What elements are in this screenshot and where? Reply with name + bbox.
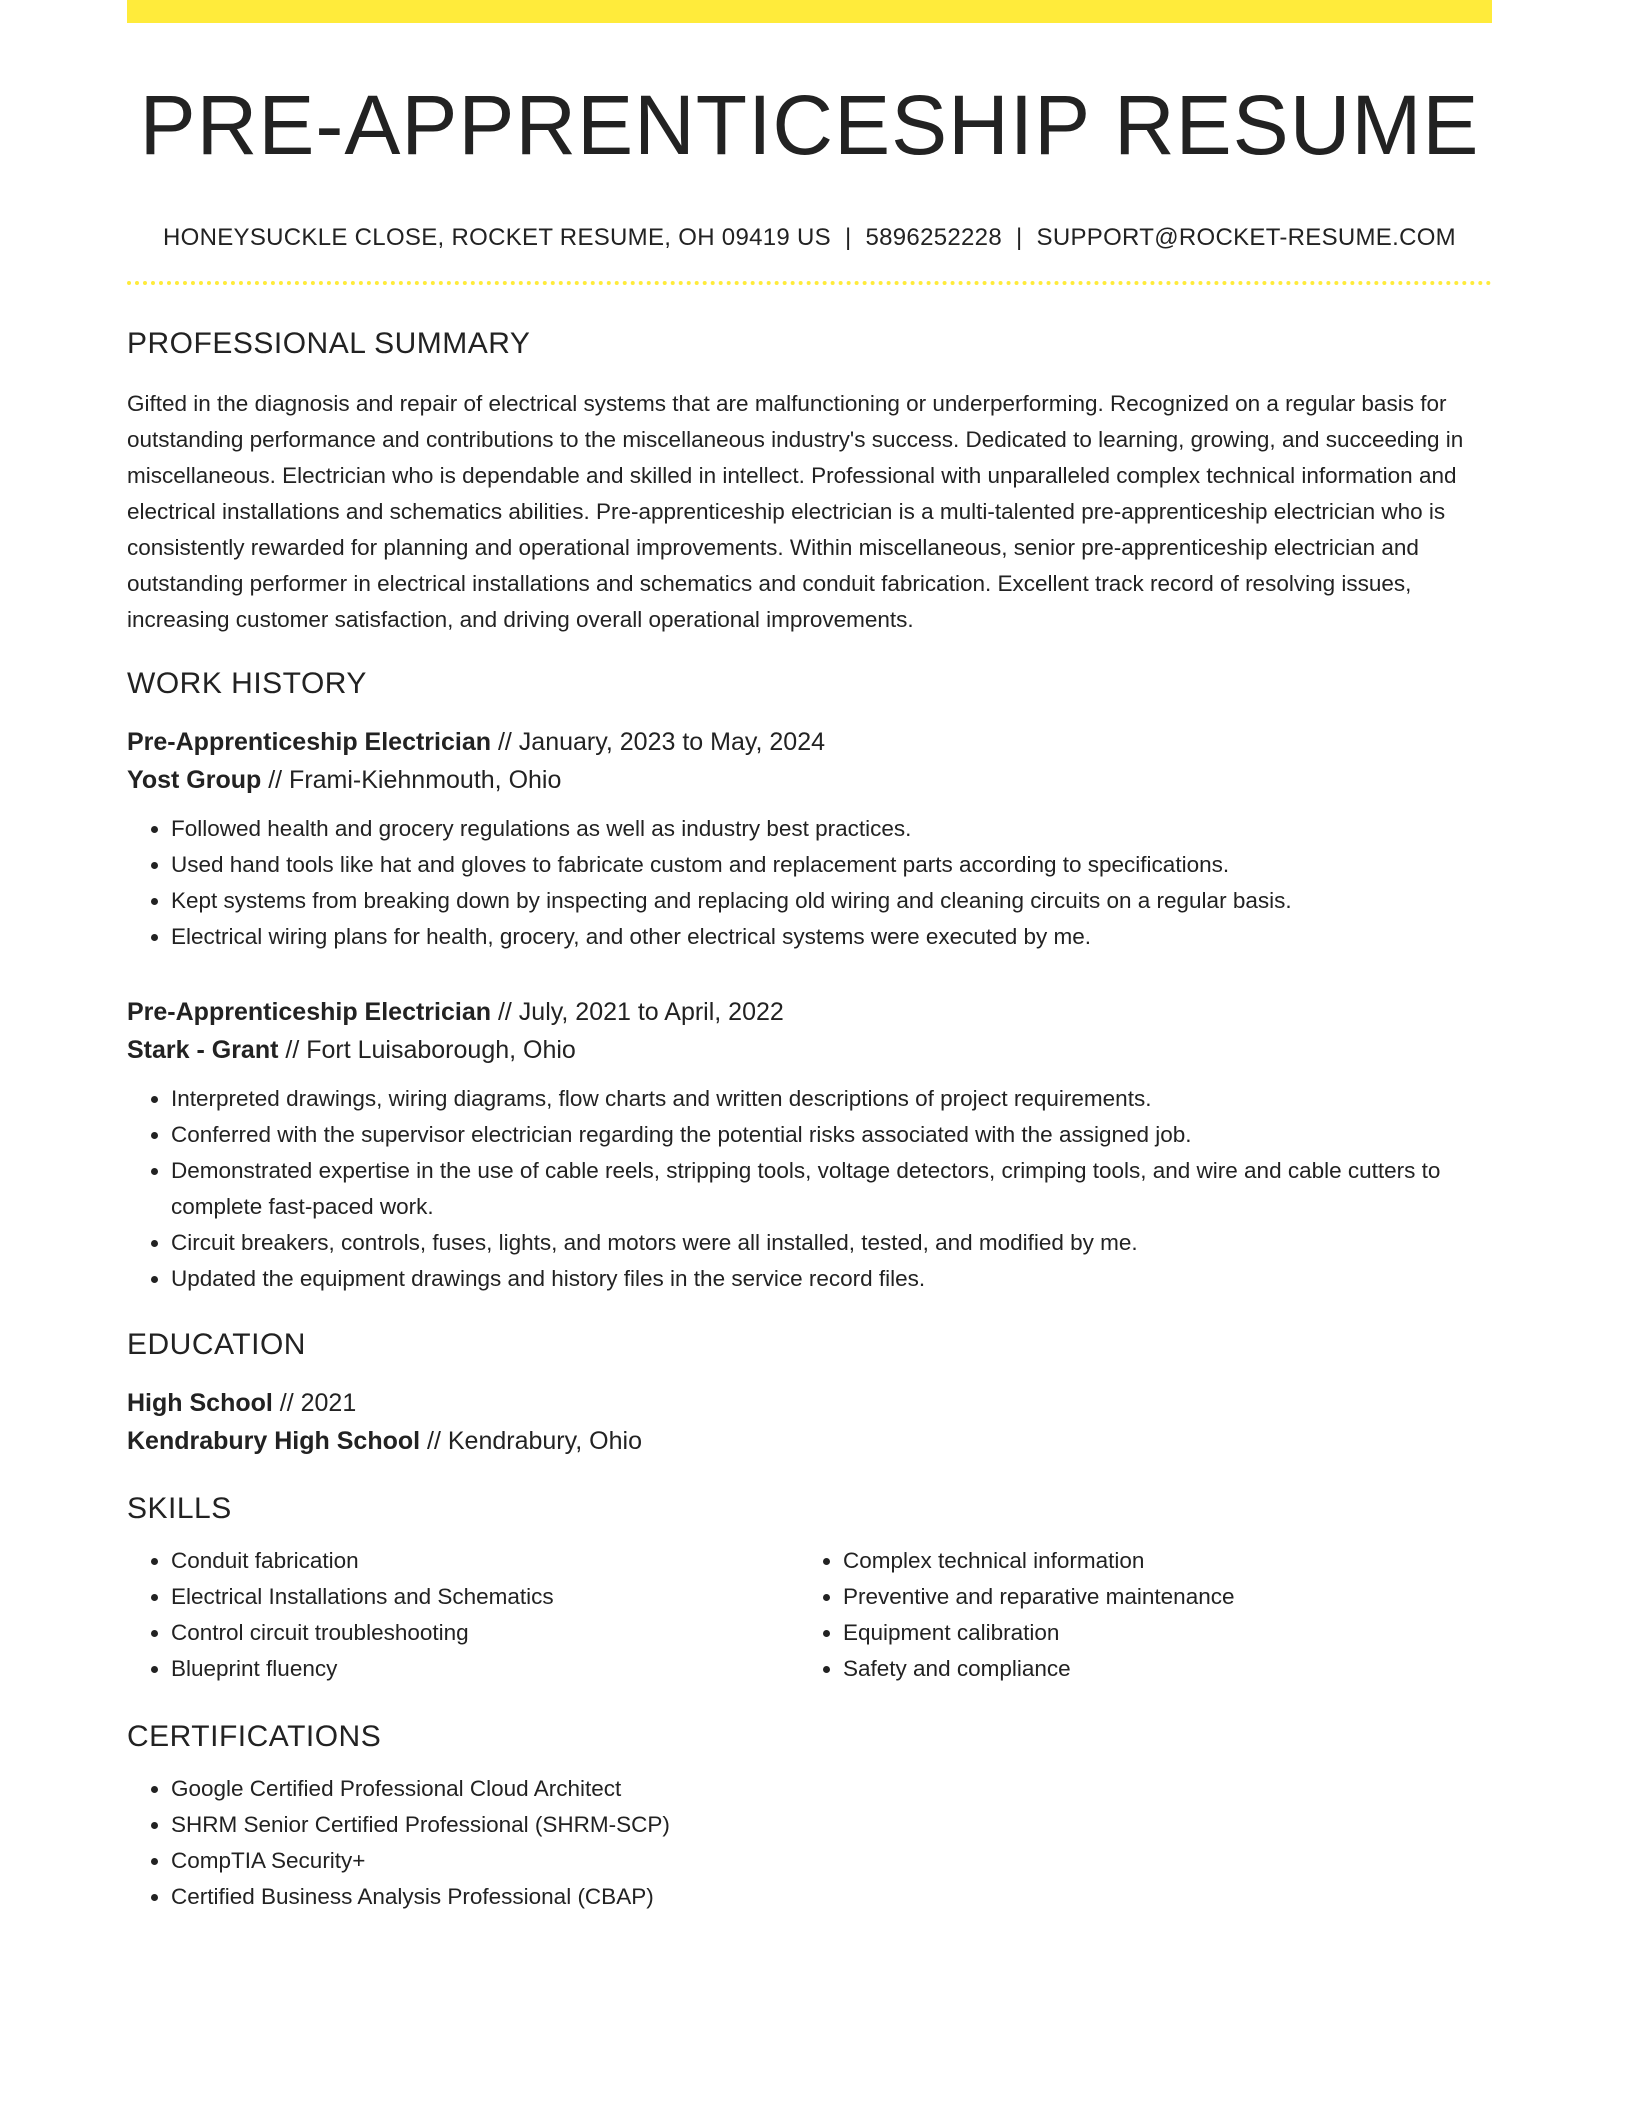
education-entry [127, 1384, 1492, 1460]
section-heading-skills: SKILLS [127, 1491, 232, 1525]
list-item: • Control circuit troubleshooting [171, 1615, 799, 1651]
job-bullets [127, 811, 1492, 955]
dotted-divider [127, 281, 1492, 285]
list-item: • Safety and compliance [843, 1651, 1471, 1687]
list-item: • Preventive and reparative maintenance [843, 1579, 1471, 1615]
list-item: • Conferred with the supervisor electrician regarding the potential risks associated with the assigned job. [171, 1117, 1492, 1153]
list-item: • Equipment calibration [843, 1615, 1471, 1651]
job-location: // Fort Luisaborough, Ohio [278, 1035, 576, 1064]
summary-text: Gifted in the diagnosis and repair of electrical systems that are malfunctioning or underperforming. Recognized on a regular basis for outstanding performance and contributions to the miscellaneous industry's success. Dedicated to learning, growing, and succeeding in miscellaneous. Electrician who is dependable and skilled in intellect. Professional with unparalleled complex technical information and electrical installations and schematics abilities. Pre-apprenticeship electrician is a multi-talented pre-apprenticeship electrician who is consistently rewarded for planning and operational improvements. Within miscellaneous, senior pre-apprenticeship electrician and outstanding performer in electrical installations and schematics and conduit fabrication. Excellent track record of resolving issues, increasing customer satisfaction, and driving overall operational improvements. [127, 390, 1464, 632]
list-item: • Demonstrated expertise in the use of cable reels, stripping tools, voltage detectors, crimping tools, and wire and cable cutters to complete fast-paced work. [171, 1153, 1492, 1225]
education-year: // 2021 [272, 1388, 357, 1417]
education-degree-line [127, 1384, 1492, 1422]
section-heading-summary: PROFESSIONAL SUMMARY [127, 326, 531, 360]
list-item: • Google Certified Professional Cloud Architect [171, 1771, 1492, 1807]
section-heading-work: WORK HISTORY [127, 666, 367, 700]
job-title: Pre-Apprenticeship Electrician [127, 997, 492, 1026]
education-degree: High School [127, 1388, 273, 1417]
job-title: Pre-Apprenticeship Electrician [127, 727, 492, 756]
certifications-section [127, 1719, 1492, 1915]
list-item: • Complex technical information [843, 1543, 1471, 1579]
list-item: • Certified Business Analysis Professional (CBAP) [171, 1879, 1492, 1915]
job-location: // Frami-Kiehnmouth, Ohio [261, 765, 562, 794]
job-company: Stark - Grant [127, 1035, 279, 1064]
list-item: • Electrical wiring plans for health, grocery, and other electrical systems were executed by me. [171, 919, 1492, 955]
list-item: • Conduit fabrication [171, 1543, 799, 1579]
list-item: • SHRM Senior Certified Professional (SHRM-SCP) [171, 1807, 1492, 1843]
list-item: • Followed health and grocery regulations as well as industry best practices. [171, 811, 1492, 847]
contact-line [127, 224, 1492, 253]
list-item: • Kept systems from breaking down by inspecting and replacing old wiring and cleaning circuits on a regular basis. [171, 883, 1492, 919]
list-item: • Circuit breakers, controls, fuses, lights, and motors were all installed, tested, and modified by me. [171, 1225, 1492, 1261]
list-item: • Electrical Installations and Schematics [171, 1579, 799, 1615]
list-item: • Blueprint fluency [171, 1651, 799, 1687]
job-company-line [127, 761, 1492, 799]
job-dates: // January, 2023 to May, 2024 [491, 727, 826, 756]
resume-title: PRE-APPRENTICESHIP RESUME [139, 78, 1480, 172]
education-section [127, 1327, 1492, 1460]
contact-separator: | [1015, 224, 1023, 251]
education-location: // Kendrabury, Ohio [420, 1426, 642, 1455]
job-title-line [127, 723, 1492, 761]
education-school-line [127, 1422, 1492, 1460]
job-entry [127, 723, 1492, 955]
resume-page [127, 0, 1492, 1915]
list-item: • Interpreted drawings, wiring diagrams, flow charts and written descriptions of project requirements. [171, 1081, 1492, 1117]
education-school: Kendrabury High School [127, 1426, 421, 1455]
contact-email: SUPPORT@ROCKET-RESUME.COM [1036, 224, 1456, 251]
job-title-line [127, 993, 1492, 1031]
list-item: • CompTIA Security+ [171, 1843, 1492, 1879]
job-company: Yost Group [127, 765, 262, 794]
job-entry [127, 993, 1492, 1297]
contact-phone: 5896252228 [865, 224, 1002, 251]
section-heading-education: EDUCATION [127, 1327, 306, 1361]
job-dates: // July, 2021 to April, 2022 [491, 997, 784, 1026]
skills-grid [127, 1543, 1492, 1687]
contact-address: HONEYSUCKLE CLOSE, ROCKET RESUME, OH 09419 US [163, 224, 831, 251]
job-company-line [127, 1031, 1492, 1069]
summary-section [127, 326, 1492, 638]
contact-separator: | [844, 224, 852, 251]
accent-top-bar [127, 0, 1492, 23]
section-heading-certifications: CERTIFICATIONS [127, 1719, 382, 1753]
skills-column-right [799, 1543, 1471, 1687]
certifications-list [127, 1771, 1492, 1915]
list-item: • Used hand tools like hat and gloves to fabricate custom and replacement parts according to specifications. [171, 847, 1492, 883]
skills-column-left [127, 1543, 799, 1687]
work-history-section [127, 666, 1492, 1297]
list-item: • Updated the equipment drawings and history files in the service record files. [171, 1261, 1492, 1297]
job-bullets [127, 1081, 1492, 1297]
skills-section [127, 1491, 1492, 1687]
